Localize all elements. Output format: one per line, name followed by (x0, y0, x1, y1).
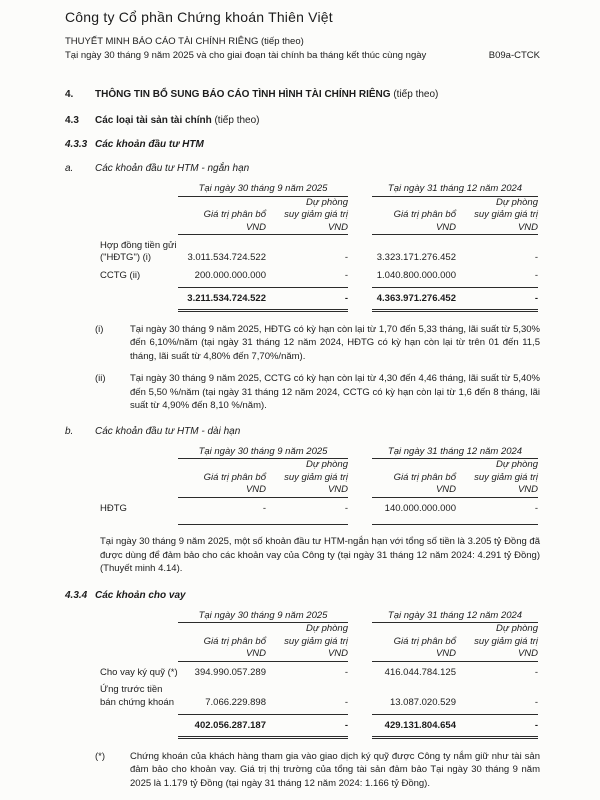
table-column-header-row (100, 196, 538, 235)
section-4-3-heading (65, 115, 540, 126)
total-value: - (456, 715, 538, 738)
note-marker: (ii) (95, 373, 106, 384)
col-provision-2024: Dự phòng suy giảm giá trị VND (456, 459, 538, 498)
table-row (100, 661, 538, 679)
total-value: - (456, 288, 538, 311)
period-2025-header: Tại ngày 30 tháng 9 năm 2025 (178, 446, 348, 459)
col-provision-2025: Dự phòng suy giảm giá trị VND (266, 623, 348, 662)
cell-value: 3.011.534.724.522 (187, 252, 266, 263)
note-text: Tại ngày 30 tháng 9 năm 2025, CCTG có kỳ hạn còn lại từ 4,30 đến 4,46 tháng, lãi suất từ 5,40% đến 5,50 %/năm (tại ngày 31 tháng 12 năm 2024, CCTG có kỳ hạn còn lại từ 1,6 đến 8 tháng, lãi suất từ 4,90% đến 8,10 %/năm). (130, 373, 540, 411)
table-column-header-row (100, 623, 538, 662)
col-provision-2024: Dự phòng suy giảm giá trị VND (456, 623, 538, 662)
row-label: Hợp đồng tiền gửi ("HĐTG") (i) (100, 239, 177, 263)
form-code: B09a-CTCK (488, 49, 540, 61)
col-amortized-2025: Giá trị phân bổ VND (178, 459, 266, 498)
document-title: THUYẾT MINH BÁO CÁO TÀI CHÍNH RIÊNG (tiếp theo) (65, 36, 304, 47)
table-period-header-row (100, 446, 538, 459)
note-ii (95, 372, 540, 413)
table-total-row (100, 715, 538, 738)
period-2025-header: Tại ngày 30 tháng 9 năm 2025 (178, 183, 348, 196)
col-amortized-2025: Giá trị phân bổ VND (178, 623, 266, 662)
section-4-3-3-heading (65, 139, 540, 150)
cell-value: 416.044.784.125 (384, 666, 456, 678)
company-name: Công ty Cổ phần Chứng khoán Thiên Việt (65, 9, 333, 25)
total-value: 429.131.804.654 (372, 715, 456, 738)
row-label: HĐTG (100, 502, 127, 514)
section-4-heading (65, 89, 540, 100)
cell-value: 394.990.057.289 (194, 666, 266, 678)
cell-value: - (344, 252, 348, 263)
cell-value: 13.087.020.529 (389, 696, 456, 708)
cell-value: - (534, 252, 538, 263)
section-title: THÔNG TIN BỔ SUNG BÁO CÁO TÌNH HÌNH TÀI CHÍNH RIÊNG (tiếp theo) (95, 89, 439, 100)
pledge-paragraph: Tại ngày 30 tháng 9 năm 2025, một số khoản đầu tư HTM-ngắn hạn với tổng số tiền là 3.205 tỷ Đồng đã được dùng để đảm bảo cho các khoản vay của Công ty (tại ngày 31 tháng 12 năm 2024: 4.291 tỷ Đồng) (Thuyết minh 4.14). (100, 536, 540, 574)
section-title: Các khoản đầu tư HTM - ngắn hạn (95, 163, 250, 174)
row-label: CCTG (ii) (100, 269, 141, 281)
note-marker: (i) (95, 323, 104, 335)
total-value: 402.056.287.187 (178, 715, 266, 738)
col-amortized-2024: Giá trị phân bổ VND (372, 196, 456, 235)
total-value: 4.363.971.276.452 (372, 288, 456, 311)
period-2024-header: Tại ngày 31 tháng 12 năm 2024 (372, 610, 538, 623)
cell-value: 1.040.800.000.000 (376, 269, 456, 281)
section-number: 4. (65, 89, 74, 100)
col-provision-2025: Dự phòng suy giảm giá trị VND (266, 196, 348, 235)
footnote-marker: (*) (95, 750, 106, 762)
section-title: Các loại tài sản tài chính (tiếp theo) (95, 115, 260, 126)
col-provision-2024: Dự phòng suy giảm giá trị VND (456, 196, 538, 235)
document-header (65, 35, 540, 62)
footnote-text: Chứng khoán của khách hàng tham gia vào giao dịch ký quỹ được Công ty nắm giữ như tài sản đảm bảo cho khoản vay. Giá trị thị trường của tổng tài sản đảm bảo Tại ngày 30 tháng 9 năm 2025 là 1.179 tỷ Đồng (tại ngày 31 tháng 12 năm 2024: 1.166 tỷ Đồng). (130, 750, 540, 789)
cell-value: - (262, 502, 266, 514)
cell-value: - (344, 269, 348, 281)
table-row (100, 679, 538, 709)
table-row (100, 235, 538, 265)
period-2025-header: Tại ngày 30 tháng 9 năm 2025 (178, 610, 348, 623)
section-number: 4.3.4 (65, 589, 88, 601)
footnote-asterisk (95, 750, 540, 791)
htm-long-term-table (100, 446, 538, 526)
cell-value: - (534, 666, 538, 678)
period-2024-header: Tại ngày 31 tháng 12 năm 2024 (372, 183, 538, 196)
row-label: Cho vay ký quỹ (*) (100, 666, 178, 678)
table-period-header-row (100, 610, 538, 623)
total-value: - (266, 715, 348, 738)
section-title: Các khoản đầu tư HTM - dài hạn (95, 425, 241, 437)
col-amortized-2024: Giá trị phân bổ VND (372, 623, 456, 662)
section-a-heading (65, 163, 540, 174)
section-title: Các khoản đầu tư HTM (95, 139, 204, 150)
table-period-header-row (100, 183, 538, 196)
col-amortized-2024: Giá trị phân bổ VND (372, 459, 456, 498)
cell-value: 7.066.229.898 (205, 696, 266, 708)
loans-table (100, 610, 538, 739)
table-total-row (100, 288, 538, 311)
table-column-header-row (100, 459, 538, 498)
section-number: 4.3 (65, 115, 79, 126)
htm-short-term-table (100, 183, 538, 312)
cell-value: 200.000.000.000 (194, 269, 266, 281)
cell-value: - (534, 269, 538, 281)
col-amortized-2025: Giá trị phân bổ VND (178, 196, 266, 235)
cell-value: - (534, 502, 538, 514)
section-number: a. (65, 163, 74, 174)
period-2024-header: Tại ngày 31 tháng 12 năm 2024 (372, 446, 538, 459)
total-value: 3.211.534.724.522 (178, 288, 266, 311)
note-i (95, 323, 540, 364)
section-number: b. (65, 425, 74, 437)
section-4-3-4-heading (65, 590, 540, 601)
cell-value: - (344, 502, 348, 514)
document-subtitle: Tại ngày 30 tháng 9 năm 2025 và cho giai đoạn tài chính ba tháng kết thúc cùng ngày (65, 49, 427, 61)
cell-value: - (344, 666, 348, 678)
note-text: Tại ngày 30 tháng 9 năm 2025, HĐTG có kỳ hạn còn lại từ 1,70 đến 5,33 tháng, lãi suất từ 5,30% đến 6,10%/năm (tại ngày 31 tháng 12 năm 2024, HĐTG có kỳ hạn còn lại từ trên 01 đến 11,5 tháng, lãi suất từ 4,80% đến 7,70%/năm). (130, 323, 540, 362)
cell-value: - (344, 696, 348, 708)
table-row (100, 265, 538, 283)
row-label: Ứng trước tiền bán chứng khoán (100, 684, 174, 708)
cell-value: 3.323.171.276.452 (376, 252, 456, 263)
section-title: Các khoản cho vay (95, 589, 186, 601)
cell-value: 140.000.000.000 (384, 502, 456, 514)
section-number: 4.3.3 (65, 139, 88, 150)
total-value: - (266, 288, 348, 311)
table-closing-rule (100, 515, 538, 525)
table-row (100, 497, 538, 515)
section-b-heading (65, 426, 540, 437)
cell-value: - (534, 696, 538, 708)
col-provision-2025: Dự phòng suy giảm giá trị VND (266, 459, 348, 498)
